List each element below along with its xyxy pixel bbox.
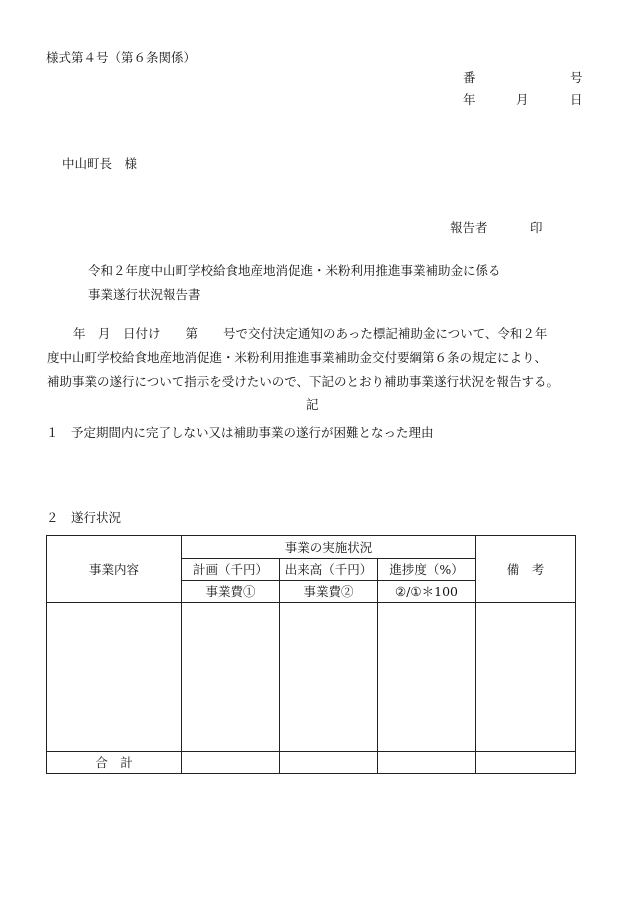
subheader-actual: 事業費② [280,581,378,603]
header-status: 事業の実施状況 [182,536,476,559]
date-day-label: 日 [570,92,583,107]
body-cell-business [47,603,182,752]
form-label: 様式第４号（第６条関係） [46,50,197,65]
number-label-ban: 番 [463,70,476,85]
header-business: 事業内容 [47,536,182,603]
total-label: 合 計 [47,752,182,774]
total-cell-actual [280,752,378,774]
date-month-label: 月 [516,92,529,107]
body-line: 年 月 日付け 第 号で交付決定通知のあった標記補助金について、令和２年 [73,326,548,341]
date-year-label: 年 [463,92,476,107]
body-line: 度中山町学校給食地産地消促進・米粉利用推進事業補助金交付要綱第６条の規定により、 [47,350,548,365]
section-1-heading: １ 予定期間内に完了しない又は補助事業の遂行が困難となった理由 [46,425,434,440]
body-line: 補助事業の遂行について指示を受けたいので、下記のとおり補助事業遂行状況を報告する。 [47,374,560,389]
reporter-label: 報告者 [450,220,488,235]
body-cell-progress [378,603,476,752]
section-2-heading: ２ 遂行状況 [46,510,122,525]
document-title-line-2: 事業遂行状況報告書 [88,287,201,302]
total-cell-plan [182,752,280,774]
header-remarks: 備 考 [476,536,576,603]
total-cell-remarks [476,752,576,774]
subheader-plan: 事業費① [182,581,280,603]
header-actual: 出来高（千円） [280,559,378,581]
seal-mark: 印 [530,220,543,235]
header-progress: 進捗度（%） [378,559,476,581]
body-cell-plan [182,603,280,752]
body-cell-actual [280,603,378,752]
subheader-progress: ②/①＊100 [378,581,476,603]
body-cell-remarks [476,603,576,752]
number-label-go: 号 [570,70,583,85]
header-plan: 計画（千円） [182,559,280,581]
body-paragraph [47,322,587,394]
total-cell-progress [378,752,476,774]
document-title-line-1: 令和２年度中山町学校給食地産地消促進・米粉利用推進事業補助金に係る [88,263,501,278]
ki-heading: 記 [306,397,319,412]
status-table [46,535,576,774]
recipient: 中山町長 様 [62,156,138,171]
